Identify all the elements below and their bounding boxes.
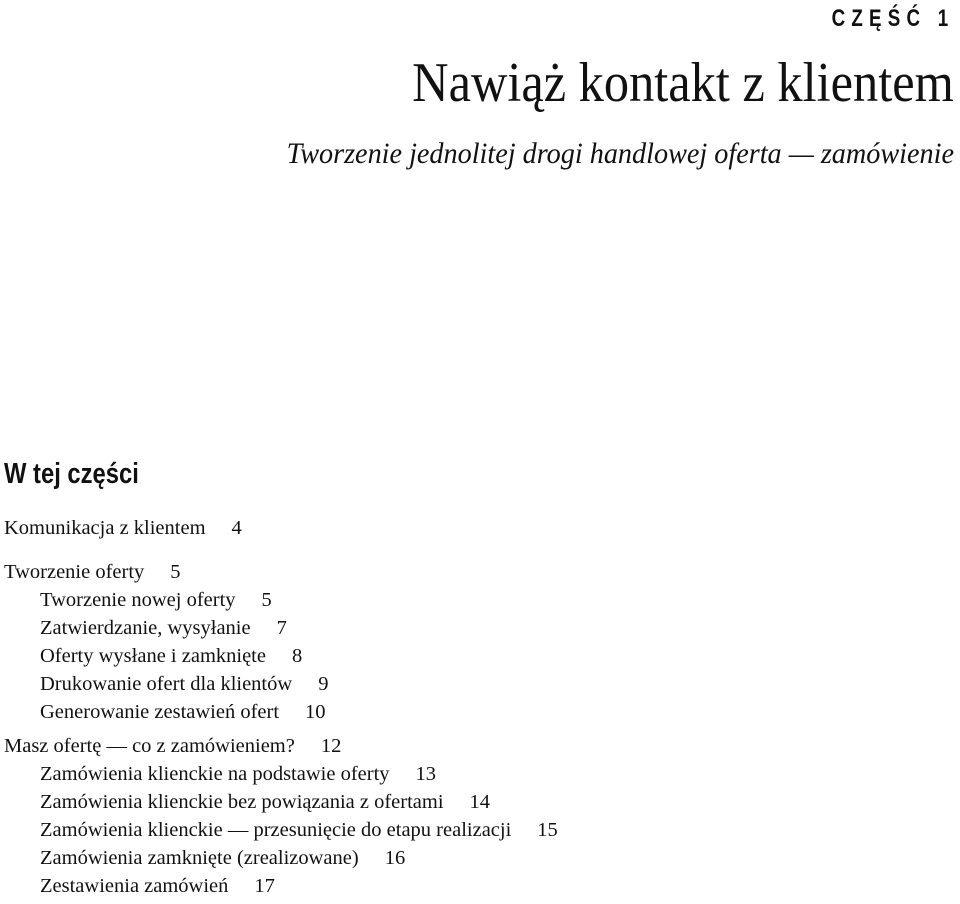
toc-entry-page: 4 — [231, 517, 242, 539]
part-label: CZĘŚĆ 1 — [831, 5, 954, 32]
toc-entry-page: 16 — [384, 847, 406, 869]
toc-entry-title: Zatwierdzanie, wysyłanie — [40, 617, 251, 639]
toc-entry-title: Tworzenie nowej oferty — [40, 589, 236, 611]
toc-entry[interactable] — [4, 788, 904, 816]
toc-entry-page: 9 — [318, 673, 329, 695]
toc-entry-page: 14 — [469, 791, 491, 813]
toc-entry-page: 8 — [291, 645, 303, 667]
toc-entry-page: 15 — [537, 819, 558, 841]
toc-entry-page: 10 — [305, 701, 326, 723]
toc-entry-title: Zamówienia klienckie bez powiązania z ofertami — [40, 791, 444, 813]
toc-entry-title: Oferty wysłane i zamknięte — [40, 645, 266, 667]
table-of-contents — [4, 514, 904, 900]
chapter-title: Nawiąż kontakt z klientem — [412, 52, 954, 114]
toc-entry-page: 7 — [276, 617, 287, 639]
toc-entry[interactable] — [4, 558, 904, 586]
toc-entry[interactable] — [4, 642, 904, 670]
section-heading: W tej części — [4, 458, 139, 490]
toc-entry-title: Generowanie zestawień ofert — [40, 701, 280, 723]
toc-entry-title: Zamówienia klienckie — przesunięcie do etapu realizacji — [40, 819, 512, 841]
toc-entry-title: Drukowanie ofert dla klientów — [40, 673, 293, 695]
toc-entry-title: Zamówienia zamknięte (zrealizowane) — [40, 847, 359, 869]
toc-entry[interactable] — [4, 732, 904, 760]
toc-entry[interactable] — [4, 760, 904, 788]
chapter-subtitle: Tworzenie jednolitej drogi handlowej oferta — zamówienie — [286, 137, 954, 170]
toc-entry[interactable] — [4, 514, 904, 542]
toc-entry-title: Komunikacja z klientem — [4, 517, 206, 539]
toc-entry-title: Tworzenie oferty — [4, 561, 145, 583]
toc-entry[interactable] — [4, 670, 904, 698]
toc-entry[interactable] — [4, 614, 904, 642]
toc-entry[interactable] — [4, 586, 904, 614]
toc-entry-page: 5 — [261, 589, 272, 611]
toc-entry[interactable] — [4, 844, 904, 872]
toc-entry[interactable] — [4, 872, 904, 900]
toc-entry-page: 13 — [415, 763, 437, 785]
toc-entry-title: Zestawienia zamówień — [40, 875, 229, 897]
toc-entry-page: 5 — [170, 561, 181, 583]
toc-entry[interactable] — [4, 816, 904, 844]
toc-entry-title: Masz ofertę — co z zamówieniem? — [4, 735, 295, 757]
toc-entry[interactable] — [4, 698, 904, 726]
toc-entry-page: 12 — [320, 735, 342, 757]
toc-entry-title: Zamówienia klienckie na podstawie oferty — [40, 763, 390, 785]
toc-entry-page: 17 — [254, 875, 275, 897]
